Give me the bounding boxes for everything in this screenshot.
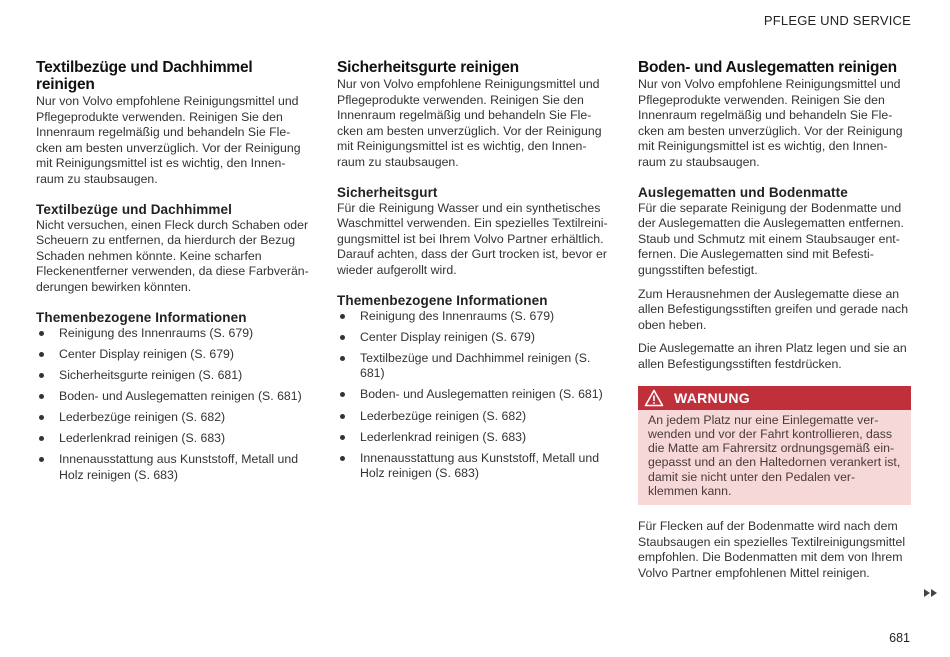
body-paragraph: Zum Herausnehmen der Auslegematte diese an allen Befestigungsstiften greifen und gerade nach oben heben. xyxy=(638,286,909,332)
warning-text: An jedem Platz nur eine Einlegematte ver-wenden und vor der Fahrt kontrollieren, dass die Matte am Fahrersitz ordnungsgemäß ein-gepasst und an den Haltedornen verankert ist, damit sie nicht unter den Pedalen ver-klemmen kann. xyxy=(638,410,911,506)
column-sicherheitsgurte xyxy=(337,59,611,482)
related-link[interactable]: Lederbezüge reinigen (S. 682) xyxy=(36,410,310,426)
related-list xyxy=(36,326,310,484)
double-triangle-right-icon xyxy=(923,588,939,598)
related-link[interactable]: Lederbezüge reinigen (S. 682) xyxy=(337,409,611,425)
column-textilbezuege xyxy=(36,59,310,483)
related-link[interactable]: Innenausstattung aus Kunststoff, Metall und Holz reinigen (S. 683) xyxy=(36,452,310,483)
related-link[interactable]: Lederlenkrad reinigen (S. 683) xyxy=(36,431,310,447)
related-link[interactable]: Reinigung des Innenraums (S. 679) xyxy=(337,309,611,325)
subheading: Textilbezüge und Dachhimmel xyxy=(36,201,232,217)
section-heading: Sicherheitsgurte reinigen xyxy=(337,59,519,76)
subheading: Auslegematten und Bodenmatte xyxy=(638,184,848,200)
related-link[interactable]: Lederlenkrad reinigen (S. 683) xyxy=(337,430,611,446)
related-heading: Themenbezogene Informationen xyxy=(337,292,548,308)
body-paragraph: Für die Reinigung Wasser und ein synthetisches Waschmittel verwenden. Ein spezielles Textilreini-gungsmittel ist bei Ihrem Volvo Partner erhältlich. Darauf achten, dass der Gurt trocken ist, bevor er wieder aufgerollt wird. xyxy=(337,200,608,277)
related-link[interactable]: Reinigung des Innenraums (S. 679) xyxy=(36,326,310,342)
related-list xyxy=(337,309,611,482)
continue-icon[interactable] xyxy=(923,588,939,598)
related-link[interactable]: Boden- und Auslegematten reinigen (S. 681) xyxy=(36,389,310,405)
body-paragraph: Die Auslegematte an ihren Platz legen und sie an allen Befestigungsstiften festdrücken. xyxy=(638,341,907,371)
warning-box xyxy=(638,386,911,506)
body-paragraph: Für Flecken auf der Bodenmatte wird nach dem Staubsaugen ein spezielles Textilreinigungsmittel empfohlen. Die Bodenmatten mit dem von Ihrem Volvo Partner empfohlenen Mittel reinigen. xyxy=(638,519,906,581)
section-heading: Boden- und Auslegematten reinigen xyxy=(638,59,897,76)
body-paragraph: Nicht versuchen, einen Fleck durch Schaben oder Scheuern zu entfernen, da hierdurch der Bezug Schaden nehmen könnte. Keine scharfen Fleckenentferner verwenden, da diese Farbverän-derungen bewirken könnten. xyxy=(36,217,309,294)
warning-header xyxy=(638,386,911,410)
section-heading: Textilbezüge und Dachhimmel reinigen xyxy=(36,59,253,93)
column-bodenmatten xyxy=(638,59,912,582)
intro-paragraph: Nur von Volvo empfohlene Reinigungsmittel und Pflegeprodukte verwenden. Reinigen Sie den Innenraum regelmäßig und behandeln Sie Fle-cken am besten unverzüglich. Vor der Reinigung mit Reinigungsmittel ist es wichtig, den Innen-raum zu staubsaugen. xyxy=(638,77,903,169)
warning-triangle-icon xyxy=(644,389,664,407)
subheading: Sicherheitsgurt xyxy=(337,184,438,200)
section-title: PFLEGE UND SERVICE xyxy=(763,13,911,28)
related-link[interactable]: Innenausstattung aus Kunststoff, Metall und Holz reinigen (S. 683) xyxy=(337,451,611,482)
related-heading: Themenbezogene Informationen xyxy=(36,309,247,325)
related-link[interactable]: Boden- und Auslegematten reinigen (S. 681) xyxy=(337,387,611,403)
intro-paragraph: Nur von Volvo empfohlene Reinigungsmittel und Pflegeprodukte verwenden. Reinigen Sie den Innenraum regelmäßig und behandeln Sie Fle-cken am besten unverzüglich. Vor der Reinigung mit Reinigungsmittel ist es wichtig, den Innen-raum zu staubsaugen. xyxy=(36,94,301,186)
warning-label: WARNUNG xyxy=(674,389,750,406)
intro-paragraph: Nur von Volvo empfohlene Reinigungsmittel und Pflegeprodukte verwenden. Reinigen Sie den Innenraum regelmäßig und behandeln Sie Fle-cken am besten unverzüglich. Vor der Reinigung mit Reinigungsmittel ist es wichtig, den Innen-raum zu staubsaugen. xyxy=(337,77,602,169)
page-number: 681 xyxy=(889,631,910,645)
related-link[interactable]: Sicherheitsgurte reinigen (S. 681) xyxy=(36,368,310,384)
body-paragraph: Für die separate Reinigung der Bodenmatte und der Auslegematten die Auslegematten entfernen. Staub und Schmutz mit einem Staubsauger ent-fernen. Die Auslegematten sind mit Befesti-gungsstiften befestigt. xyxy=(638,200,904,277)
related-link[interactable]: Center Display reinigen (S. 679) xyxy=(36,347,310,363)
related-link[interactable]: Center Display reinigen (S. 679) xyxy=(337,330,611,346)
related-link[interactable]: Textilbezüge und Dachhimmel reinigen (S. 681) xyxy=(337,351,611,382)
